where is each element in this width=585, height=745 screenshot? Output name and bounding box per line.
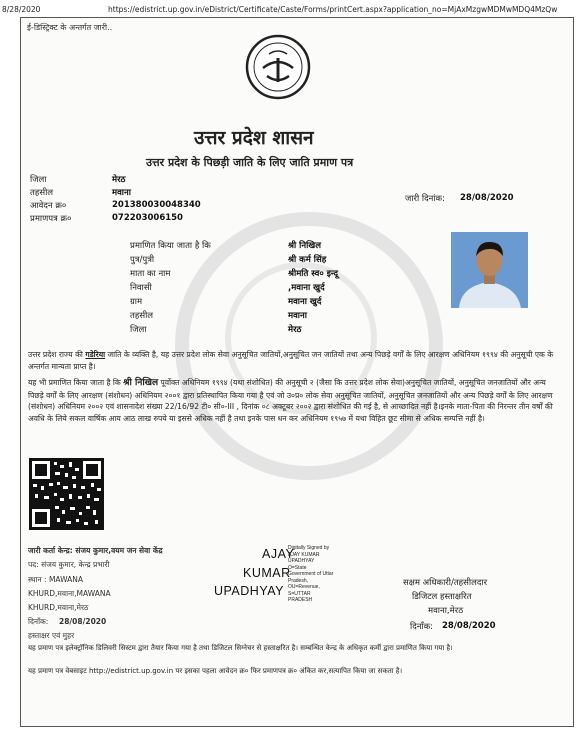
person-label-father: पुत्र/पुत्री [130,255,155,265]
footer-note-1: यह प्रमाण पत्र इलेक्ट्रॉनिक डिलिवरी सिस्टम द्वारा तैयार किया गया है तथा डिजिटल सिग्नेचर से हस्ताक्षरित है। सम्बन्धित केन्द्र के अधिकृत कर्मी द्वारा प्रमाणित किया गया है। [28,644,453,652]
up-emblem-icon [245,34,311,100]
signer-name-line1: AJAY [262,547,295,561]
field-value-tehsil: मवाना [112,188,131,198]
cert-title: उत्तर प्रदेश शासन [194,127,314,149]
caste-name: गडेरिया [85,350,106,359]
certified-name: श्री निखिल [123,378,159,388]
signer-name-line3: UPADHYAY [214,584,284,598]
field-value-certificate-no: 072203006150 [112,213,183,223]
applicant-photo [451,232,528,308]
person-label-village: ग्राम [130,297,143,307]
officer-date-label: दिनाँक: [410,622,434,632]
qr-code [29,458,104,530]
person-value-mother: श्रीमति स्व० इन्दू [288,269,339,279]
signature-details: Digitally Signed by AJAY KUMAR UPADHYAY O=State Government of Uttar Pradesh, OU=Revenue, S=UTTAR PRADESH [288,545,334,603]
issuer-place-line3: KHURD,मवाना,मेरठ [28,603,89,612]
print-url: https://edistrict.up.gov.in/eDistrict/Certificate/Caste/Forms/printCert.aspx?application_no=MjAxMzgwMDMwMDQ4MzQw [108,5,558,14]
person-value-tehsil: मवाना [288,311,307,321]
field-label-district: जिला [30,175,47,185]
issuer-date-label: दिनाँक: [28,617,49,626]
officer-title: सक्षम अधिकारी/तहसीलदार [403,578,488,588]
person-label-tehsil: तहसील [130,311,154,321]
officer-place: मवाना,मेरठ [428,606,464,616]
person-value-district: मेरठ [288,325,302,335]
field-label-tehsil: तहसील [30,188,54,198]
person-label-district: जिला [130,325,147,335]
issuer-center: जारी कर्ता केन्द्र: संजय कुमार,वयम जन सेवा केंद्र [28,546,163,555]
field-label-application-no: आवेदन क्र० [30,201,67,211]
issuer-sign-label: हस्ताक्षर एवं मुहर [28,631,75,640]
paragraph-certification: यह भी प्रमाणित किया जाता है कि श्री निखिल पूर्वोक्त अधिनियम १९९४ (यथा संशोधित) की अनुसूची २ (जैसा कि उत्तर प्रदेश लोक सेवा)अनुसूचित जातियों, अनुसूचित जनजातियों और अन्य पिछड़े वर्गों के लिए आरक्षण (संशोधन) अधिनियम २००१ द्वारा प्रतिस्थापित किया गया है एवं जो उ०प्र० लोक सेवा अनुसूचित जातियों, अनुसूचित जनजातियों और अन्य पिछड़े वर्गों के लिए आरक्षण (संशोधन) अधिनियम २००२ एवं शासनादेश संख्या 22/16/92 टी० सी०-III , दिनांक ०८ अक्टूबर २००२ द्वारा संशोधित की गई है, से आच्छादित नहीं है।इनके माता-पिता की निरन्तर तीन वर्षों की अवधि के लिये सकल वार्षिक आय आठ लाख रुपये या इससे अधिक नहीं है तथा इनके पास धन कर अधिनियम १९५७ में यथा विहित छूट सीमा से अधिक सम्पत्ति नहीं है। [28,378,553,423]
issuer-place-line1: स्थान : MAWANA [28,575,84,584]
person-value-resident: ,मवाना खुर्द [288,283,325,293]
issuer-post: पद: संजय कुमार, केन्द्र प्रभारी [28,560,110,569]
field-label-certificate-no: प्रमाणपत्र क्र० [30,214,72,224]
issuer-date: 28/08/2020 [59,617,107,626]
person-label-certified: प्रमाणित किया जाता है कि [130,241,211,251]
signer-name-line2: KUMAR [243,566,291,580]
person-value-father: श्री कर्म सिंह [288,255,327,265]
print-date: 8/28/2020 [2,5,41,14]
edistrict-note: ई-डिस्ट्रिक्ट के अन्तर्गत जारी.. [27,23,113,32]
issue-date-value: 28/08/2020 [460,193,514,203]
cert-subtitle: उत्तर प्रदेश के पिछड़ी जाति के लिए जाति प्रमाण पत्र [146,156,354,169]
officer-sign: डिजिटल हस्ताक्षरित [412,592,472,602]
field-value-application-no: 201380030048340 [112,200,201,210]
issuer-place-line2: KHURD,मवाना,MAWANA [28,589,111,598]
footer-note-2: यह प्रमाण पत्र वेबसाइट http://edistrict.up.gov.in पर इसका पहला आवेदन क्र० फिर प्रमाणपत्र क्र० अंकित कर,सत्यापित किया जा सकता है। [28,667,403,675]
person-label-resident: निवासी [130,283,152,293]
officer-date: 28/08/2020 [442,621,496,631]
person-label-mother: माता का नाम [130,269,171,279]
issue-date-label: जारी दिनांक: [405,194,445,204]
field-value-district: मेरठ [112,175,126,185]
person-value-village: मवाना खुर्द [288,297,322,307]
paragraph-caste: उत्तर प्रदेश राज्य की गडेरिया जाति के व्यक्ति है, यह उत्तर प्रदेश लोक सेवा अनुसूचित जातियों,अनुसूचित जन जातियों तथा अन्य पिछड़े वर्गों के लिए आरक्षण अधिनियम १९९४ की अनुसूची एक के अन्तर्गत मान्यता प्राप्त है। [28,350,554,371]
person-value-name: श्री निखिल [288,241,322,251]
